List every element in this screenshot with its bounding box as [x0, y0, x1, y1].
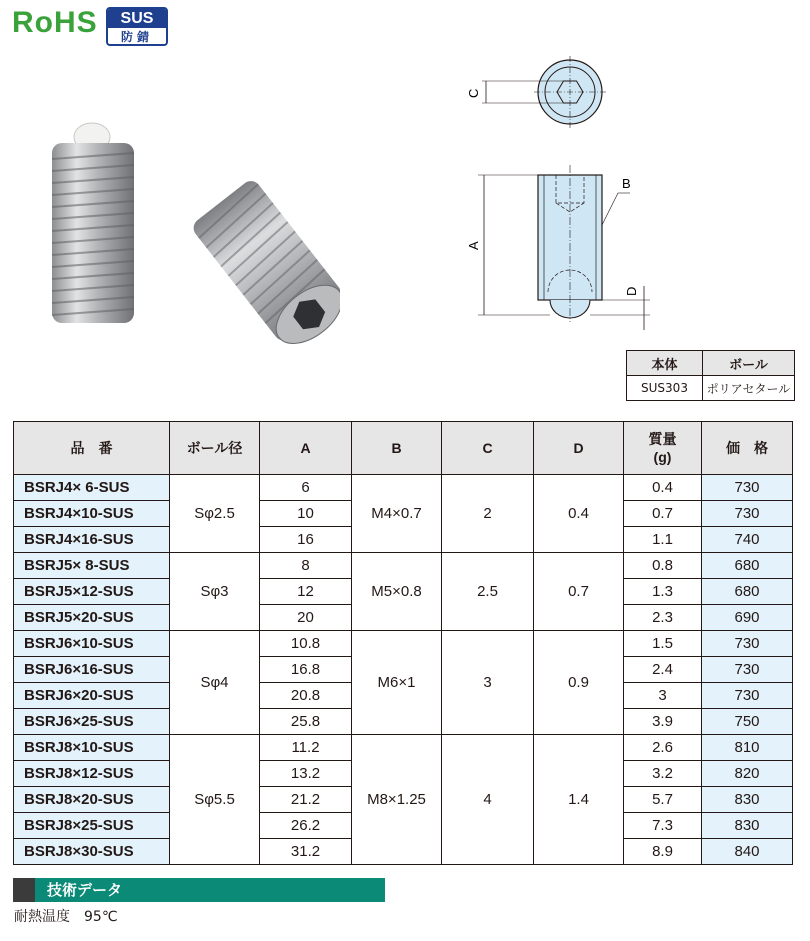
a-cell: 8 — [260, 553, 352, 579]
b-cell: M6×1 — [352, 631, 442, 735]
a-cell: 10.8 — [260, 631, 352, 657]
table-row — [14, 735, 793, 761]
price-cell: 820 — [702, 761, 793, 787]
header-b: B — [352, 422, 442, 475]
b-cell: M5×0.8 — [352, 553, 442, 631]
c-cell: 2.5 — [442, 553, 534, 631]
dimension-drawing — [460, 50, 660, 340]
mass-cell: 0.7 — [624, 501, 702, 527]
mass-cell: 1.3 — [624, 579, 702, 605]
a-cell: 12 — [260, 579, 352, 605]
part-number-cell: BSRJ8×25-SUS — [14, 813, 170, 839]
mass-cell: 3.9 — [624, 709, 702, 735]
material-header-ball: ボール — [703, 351, 795, 376]
mass-cell: 1.5 — [624, 631, 702, 657]
price-cell: 730 — [702, 475, 793, 501]
part-number-cell: BSRJ6×25-SUS — [14, 709, 170, 735]
header-ball-diameter: ボール径 — [170, 422, 260, 475]
material-body-value: SUS303 — [627, 376, 703, 401]
price-cell: 680 — [702, 579, 793, 605]
a-cell: 26.2 — [260, 813, 352, 839]
a-cell: 10 — [260, 501, 352, 527]
tech-data-row — [14, 906, 132, 926]
material-header-body: 本体 — [627, 351, 703, 376]
product-photo — [40, 115, 340, 345]
spec-body — [14, 475, 793, 865]
part-number-cell: BSRJ6×20-SUS — [14, 683, 170, 709]
tech-data-marker — [13, 878, 35, 902]
part-number-cell: BSRJ4×16-SUS — [14, 527, 170, 553]
spec-table — [13, 421, 793, 865]
table-row — [14, 553, 793, 579]
dim-label-c: C — [466, 88, 481, 98]
sus-badge-top: SUS — [108, 9, 166, 28]
part-number-cell: BSRJ5×20-SUS — [14, 605, 170, 631]
part-number-cell: BSRJ8×10-SUS — [14, 735, 170, 761]
price-cell: 690 — [702, 605, 793, 631]
spec-header-row — [14, 422, 793, 475]
part-number-cell: BSRJ8×20-SUS — [14, 787, 170, 813]
header-c: C — [442, 422, 534, 475]
b-cell: M8×1.25 — [352, 735, 442, 865]
c-cell: 2 — [442, 475, 534, 553]
price-cell: 730 — [702, 631, 793, 657]
a-cell: 20 — [260, 605, 352, 631]
part-number-cell: BSRJ6×16-SUS — [14, 657, 170, 683]
price-cell: 810 — [702, 735, 793, 761]
ball-diameter-cell: Sφ5.5 — [170, 735, 260, 865]
table-row — [14, 475, 793, 501]
c-cell: 3 — [442, 631, 534, 735]
header-price: 価 格 — [702, 422, 793, 475]
a-cell: 11.2 — [260, 735, 352, 761]
header-d: D — [534, 422, 624, 475]
b-cell: M4×0.7 — [352, 475, 442, 553]
d-cell: 0.7 — [534, 553, 624, 631]
mass-cell: 1.1 — [624, 527, 702, 553]
rohs-logo: RoHS — [12, 6, 98, 39]
mass-cell: 0.8 — [624, 553, 702, 579]
sus-rust-proof-badge — [106, 7, 168, 46]
mass-cell: 0.4 — [624, 475, 702, 501]
price-cell: 750 — [702, 709, 793, 735]
part-number-cell: BSRJ4×10-SUS — [14, 501, 170, 527]
price-cell: 830 — [702, 787, 793, 813]
material-table — [626, 350, 795, 401]
mass-cell: 2.4 — [624, 657, 702, 683]
material-ball-value: ポリアセタール — [703, 376, 795, 401]
mass-cell: 2.3 — [624, 605, 702, 631]
a-cell: 13.2 — [260, 761, 352, 787]
sus-badge-bottom: 防錆 — [120, 30, 153, 44]
c-cell: 4 — [442, 735, 534, 865]
a-cell: 20.8 — [260, 683, 352, 709]
mass-cell: 8.9 — [624, 839, 702, 865]
a-cell: 25.8 — [260, 709, 352, 735]
part-number-cell: BSRJ8×30-SUS — [14, 839, 170, 865]
price-cell: 740 — [702, 527, 793, 553]
a-cell: 6 — [260, 475, 352, 501]
mass-cell: 5.7 — [624, 787, 702, 813]
part-number-cell: BSRJ8×12-SUS — [14, 761, 170, 787]
dim-label-d: D — [624, 286, 639, 296]
price-cell: 730 — [702, 501, 793, 527]
tech-data-title: 技術データ — [47, 881, 123, 899]
mass-cell: 3 — [624, 683, 702, 709]
a-cell: 16.8 — [260, 657, 352, 683]
header-mass-label: 質量 — [648, 431, 677, 447]
d-cell: 0.9 — [534, 631, 624, 735]
screw-vertical — [52, 123, 134, 323]
mass-cell: 7.3 — [624, 813, 702, 839]
header-a: A — [260, 422, 352, 475]
dim-label-b: B — [622, 176, 631, 191]
dim-label-a: A — [466, 241, 481, 250]
d-cell: 0.4 — [534, 475, 624, 553]
heat-resistance-value: 95℃ — [84, 909, 118, 925]
part-number-cell: BSRJ5× 8-SUS — [14, 553, 170, 579]
price-cell: 730 — [702, 657, 793, 683]
ball-diameter-cell: Sφ3 — [170, 553, 260, 631]
price-cell: 840 — [702, 839, 793, 865]
tech-data-bar — [13, 878, 385, 902]
part-number-cell: BSRJ6×10-SUS — [14, 631, 170, 657]
mass-cell: 3.2 — [624, 761, 702, 787]
ball-diameter-cell: Sφ4 — [170, 631, 260, 735]
ball-diameter-cell: Sφ2.5 — [170, 475, 260, 553]
heat-resistance-label: 耐熱温度 — [14, 909, 70, 925]
d-cell: 1.4 — [534, 735, 624, 865]
header-mass-unit: (g) — [653, 449, 672, 465]
mass-cell: 2.6 — [624, 735, 702, 761]
a-cell: 16 — [260, 527, 352, 553]
a-cell: 21.2 — [260, 787, 352, 813]
part-number-cell: BSRJ4× 6-SUS — [14, 475, 170, 501]
price-cell: 730 — [702, 683, 793, 709]
price-cell: 830 — [702, 813, 793, 839]
part-number-cell: BSRJ5×12-SUS — [14, 579, 170, 605]
screw-tilted — [190, 177, 340, 345]
price-cell: 680 — [702, 553, 793, 579]
table-row — [14, 631, 793, 657]
a-cell: 31.2 — [260, 839, 352, 865]
header-part-number: 品 番 — [14, 422, 170, 475]
header-mass — [624, 422, 702, 475]
